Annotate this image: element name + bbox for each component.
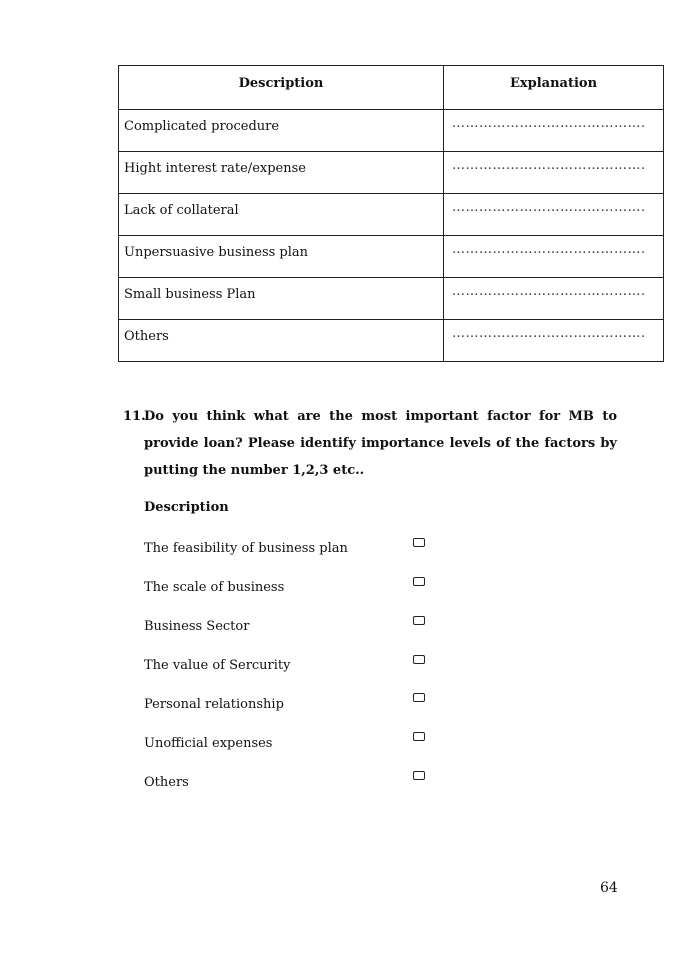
table-row: [119, 235, 663, 277]
header-explanation: Explanation: [509, 76, 598, 91]
factors-heading: Description: [144, 500, 229, 515]
row-explanation-blank[interactable]: …………………………………….: [452, 242, 646, 257]
question-number: 11.: [123, 409, 146, 424]
row-explanation-blank[interactable]: …………………………………….: [452, 158, 646, 173]
barriers-table: [118, 65, 664, 362]
table-row: [119, 193, 663, 235]
row-explanation-blank[interactable]: …………………………………….: [452, 326, 646, 341]
row-description: Unpersuasive business plan: [119, 236, 444, 277]
factor-label: The value of Sercurity: [144, 658, 291, 673]
table-header-row: [119, 66, 663, 109]
table-row: [119, 277, 663, 319]
table-row: [119, 319, 663, 361]
factor-rank-box[interactable]: [413, 693, 425, 702]
row-description: Hight interest rate/expense: [119, 152, 444, 193]
page-number: 64: [600, 880, 618, 896]
question-text: Do you think what are the most important factor for MB to provide loan? Please identify importance levels of the factors by putting the number 1,2,3 etc..: [144, 409, 617, 478]
table-row: [119, 109, 663, 151]
question-11: [123, 403, 617, 484]
factor-rank-box[interactable]: [413, 616, 425, 625]
row-description: Others: [119, 320, 444, 361]
factor-label: The feasibility of business plan: [144, 541, 348, 556]
factor-label: Unofficial expenses: [144, 736, 273, 751]
factor-label: Personal relationship: [144, 697, 284, 712]
row-description: Complicated procedure: [119, 110, 444, 151]
row-description: Small business Plan: [119, 278, 444, 319]
table-row: [119, 151, 663, 193]
factor-rank-box[interactable]: [413, 732, 425, 741]
factor-rank-box[interactable]: [413, 577, 425, 586]
factor-label: The scale of business: [144, 580, 285, 595]
row-description: Lack of collateral: [119, 194, 444, 235]
row-explanation-blank[interactable]: …………………………………….: [452, 116, 646, 131]
row-explanation-blank[interactable]: …………………………………….: [452, 200, 646, 215]
row-explanation-blank[interactable]: …………………………………….: [452, 284, 646, 299]
factor-rank-box[interactable]: [413, 771, 425, 780]
factor-label: Business Sector: [144, 619, 250, 634]
factor-label: Others: [144, 775, 189, 790]
factor-rank-box[interactable]: [413, 538, 425, 547]
header-description: Description: [119, 66, 444, 109]
factor-rank-box[interactable]: [413, 655, 425, 664]
